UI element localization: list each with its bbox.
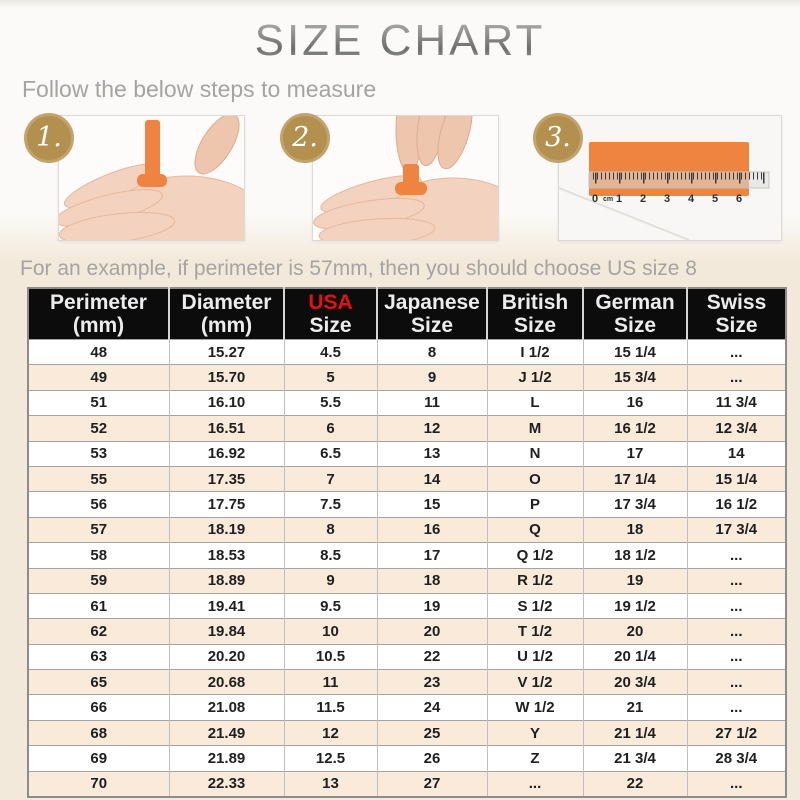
size-cell: 22	[377, 644, 487, 669]
table-row	[28, 771, 786, 797]
size-cell: 25	[377, 720, 487, 745]
size-cell: 11.5	[284, 695, 377, 720]
size-cell: J 1/2	[487, 365, 583, 390]
size-cell: 69	[28, 746, 169, 771]
size-cell: S 1/2	[487, 593, 583, 618]
size-cell: 16.92	[169, 441, 284, 466]
table-row	[28, 746, 786, 771]
size-cell: 20.68	[169, 670, 284, 695]
size-table-header	[28, 288, 786, 340]
table-row	[28, 644, 786, 669]
ring-size-table	[27, 287, 787, 798]
ruler-label: 0	[592, 193, 599, 205]
size-cell: 58	[28, 543, 169, 568]
step-1-badge	[24, 113, 74, 163]
size-cell: Y	[487, 720, 583, 745]
size-cell: 8.5	[284, 543, 377, 568]
size-cell: 17.35	[169, 466, 284, 491]
size-cell: 5	[284, 365, 377, 390]
ruler-label: 2	[640, 193, 647, 205]
size-cell: 21	[583, 695, 687, 720]
size-cell: 16	[377, 517, 487, 542]
ruler-label: 3	[664, 193, 671, 205]
size-cell: 13	[377, 441, 487, 466]
size-cell: 27 1/2	[687, 720, 786, 745]
size-cell: 17 3/4	[687, 517, 786, 542]
size-cell: 18.53	[169, 543, 284, 568]
size-cell: 19.84	[169, 619, 284, 644]
step-3-badge	[533, 113, 583, 163]
col-header-diameter: Diameter (mm)	[169, 288, 284, 340]
size-cell: 52	[28, 416, 169, 441]
size-cell: 55	[28, 466, 169, 491]
step-photo-measure-ruler	[558, 115, 782, 241]
size-cell: 59	[28, 568, 169, 593]
size-cell: 9	[284, 568, 377, 593]
size-cell: 20	[583, 619, 687, 644]
ruler-label: 5	[712, 193, 719, 205]
step-photo-mark-overlap	[312, 115, 499, 241]
col-header-perimeter: Perimeter (mm)	[28, 288, 169, 340]
ruler-label: 1	[616, 193, 623, 205]
size-cell: 15 1/4	[583, 340, 687, 365]
size-cell: 63	[28, 644, 169, 669]
size-cell: P	[487, 492, 583, 517]
table-row	[28, 593, 786, 618]
size-cell: 20.20	[169, 644, 284, 669]
table-row	[28, 365, 786, 390]
size-cell: 17 3/4	[583, 492, 687, 517]
size-cell: ...	[687, 771, 786, 797]
size-cell: 8	[377, 340, 487, 365]
size-cell: 16	[583, 390, 687, 415]
size-cell: ...	[687, 543, 786, 568]
ruler-label: cm	[603, 196, 614, 203]
size-cell: 66	[28, 695, 169, 720]
size-cell: ...	[687, 568, 786, 593]
size-cell: ...	[687, 644, 786, 669]
size-cell: 65	[28, 670, 169, 695]
size-cell: 22.33	[169, 771, 284, 797]
size-cell: 20 3/4	[583, 670, 687, 695]
size-cell: 10.5	[284, 644, 377, 669]
size-cell: 61	[28, 593, 169, 618]
size-cell: 20 1/4	[583, 644, 687, 669]
size-cell: 51	[28, 390, 169, 415]
size-cell: 15 1/4	[687, 466, 786, 491]
page-title: SIZE CHART	[0, 0, 800, 66]
ruler-label: 4	[688, 193, 695, 205]
size-cell: T 1/2	[487, 619, 583, 644]
size-cell: 20	[377, 619, 487, 644]
size-cell: ...	[487, 771, 583, 797]
size-cell: 17	[583, 441, 687, 466]
col-header-usa-size: USA Size	[284, 288, 377, 340]
size-cell: 12	[377, 416, 487, 441]
step-2-number: 2.	[292, 122, 318, 153]
size-cell: 48	[28, 340, 169, 365]
size-cell: 12	[284, 720, 377, 745]
size-cell: 56	[28, 492, 169, 517]
size-cell: 14	[377, 466, 487, 491]
size-cell: 18	[377, 568, 487, 593]
col-header-british-size: British Size	[487, 288, 583, 340]
size-cell: 15 3/4	[583, 365, 687, 390]
size-cell: 24	[377, 695, 487, 720]
measure-steps	[0, 105, 800, 247]
size-cell: 15	[377, 492, 487, 517]
ruler-label: 6	[736, 193, 743, 205]
col-header-swiss-size: Swiss Size	[687, 288, 786, 340]
size-cell: 70	[28, 771, 169, 797]
size-cell: ...	[687, 365, 786, 390]
subtitle: Follow the below steps to measure	[22, 76, 377, 102]
size-cell: 17	[377, 543, 487, 568]
size-cell: 15.27	[169, 340, 284, 365]
size-cell: R 1/2	[487, 568, 583, 593]
size-cell: W 1/2	[487, 695, 583, 720]
size-cell: 19 1/2	[583, 593, 687, 618]
size-cell: 11 3/4	[687, 390, 786, 415]
size-cell: 8	[284, 517, 377, 542]
size-cell: 9.5	[284, 593, 377, 618]
size-cell: 49	[28, 365, 169, 390]
size-cell: 21 1/4	[583, 720, 687, 745]
size-cell: 15.70	[169, 365, 284, 390]
size-cell: 28 3/4	[687, 746, 786, 771]
size-cell: 19.41	[169, 593, 284, 618]
ruler-with-strip-illustration	[559, 116, 781, 240]
col-header-japanese-size: Japanese Size	[377, 288, 487, 340]
size-cell: V 1/2	[487, 670, 583, 695]
two-hands-illustration	[313, 116, 498, 240]
size-cell: 5.5	[284, 390, 377, 415]
size-cell: 18	[583, 517, 687, 542]
size-cell: 19	[377, 593, 487, 618]
size-cell: ...	[687, 619, 786, 644]
size-cell: 4.5	[284, 340, 377, 365]
size-cell: I 1/2	[487, 340, 583, 365]
size-cell: Q	[487, 517, 583, 542]
size-cell: ...	[687, 670, 786, 695]
size-cell: 18.19	[169, 517, 284, 542]
table-row	[28, 492, 786, 517]
size-cell: ...	[687, 340, 786, 365]
table-row	[28, 441, 786, 466]
example-note: For an example, if perimeter is 57mm, then you should choose US size 8	[20, 257, 697, 280]
step-3-number: 3.	[545, 122, 571, 153]
size-cell: 18.89	[169, 568, 284, 593]
table-row	[28, 695, 786, 720]
size-cell: N	[487, 441, 583, 466]
table-row	[28, 390, 786, 415]
table-row	[28, 340, 786, 365]
size-cell: 16.51	[169, 416, 284, 441]
size-cell: 7.5	[284, 492, 377, 517]
size-cell: Z	[487, 746, 583, 771]
size-cell: 21 3/4	[583, 746, 687, 771]
table-row	[28, 517, 786, 542]
table-row	[28, 466, 786, 491]
size-cell: 7	[284, 466, 377, 491]
table-row	[28, 416, 786, 441]
size-cell: 18 1/2	[583, 543, 687, 568]
size-cell: 22	[583, 771, 687, 797]
size-cell: 12 3/4	[687, 416, 786, 441]
size-cell: 17 1/4	[583, 466, 687, 491]
size-cell: 12.5	[284, 746, 377, 771]
hand-with-strip-illustration	[59, 116, 244, 240]
size-cell: 68	[28, 720, 169, 745]
size-cell: M	[487, 416, 583, 441]
size-cell: 21.49	[169, 720, 284, 745]
table-row	[28, 568, 786, 593]
step-1-number: 1.	[36, 122, 62, 153]
size-cell: ...	[687, 593, 786, 618]
col-header-german-size: German Size	[583, 288, 687, 340]
table-row	[28, 619, 786, 644]
size-cell: 62	[28, 619, 169, 644]
size-cell: 9	[377, 365, 487, 390]
size-cell: Q 1/2	[487, 543, 583, 568]
size-cell: 11	[284, 670, 377, 695]
size-cell: 16.10	[169, 390, 284, 415]
size-cell: L	[487, 390, 583, 415]
size-cell: 6.5	[284, 441, 377, 466]
table-row	[28, 670, 786, 695]
size-cell: 14	[687, 441, 786, 466]
size-cell: 26	[377, 746, 487, 771]
size-cell: 21.08	[169, 695, 284, 720]
size-cell: 57	[28, 517, 169, 542]
size-cell: 21.89	[169, 746, 284, 771]
size-cell: 11	[377, 390, 487, 415]
step-photo-wrap-strip	[58, 115, 245, 241]
size-cell: 53	[28, 441, 169, 466]
size-cell: 27	[377, 771, 487, 797]
size-cell: U 1/2	[487, 644, 583, 669]
size-cell: 16 1/2	[687, 492, 786, 517]
size-cell: 19	[583, 568, 687, 593]
size-table-body	[28, 340, 786, 798]
size-cell: 17.75	[169, 492, 284, 517]
size-cell: 10	[284, 619, 377, 644]
step-2-badge	[280, 113, 330, 163]
size-cell: 16 1/2	[583, 416, 687, 441]
table-row	[28, 720, 786, 745]
size-cell: ...	[687, 695, 786, 720]
size-cell: O	[487, 466, 583, 491]
table-row	[28, 543, 786, 568]
size-cell: 13	[284, 771, 377, 797]
size-cell: 23	[377, 670, 487, 695]
size-cell: 6	[284, 416, 377, 441]
